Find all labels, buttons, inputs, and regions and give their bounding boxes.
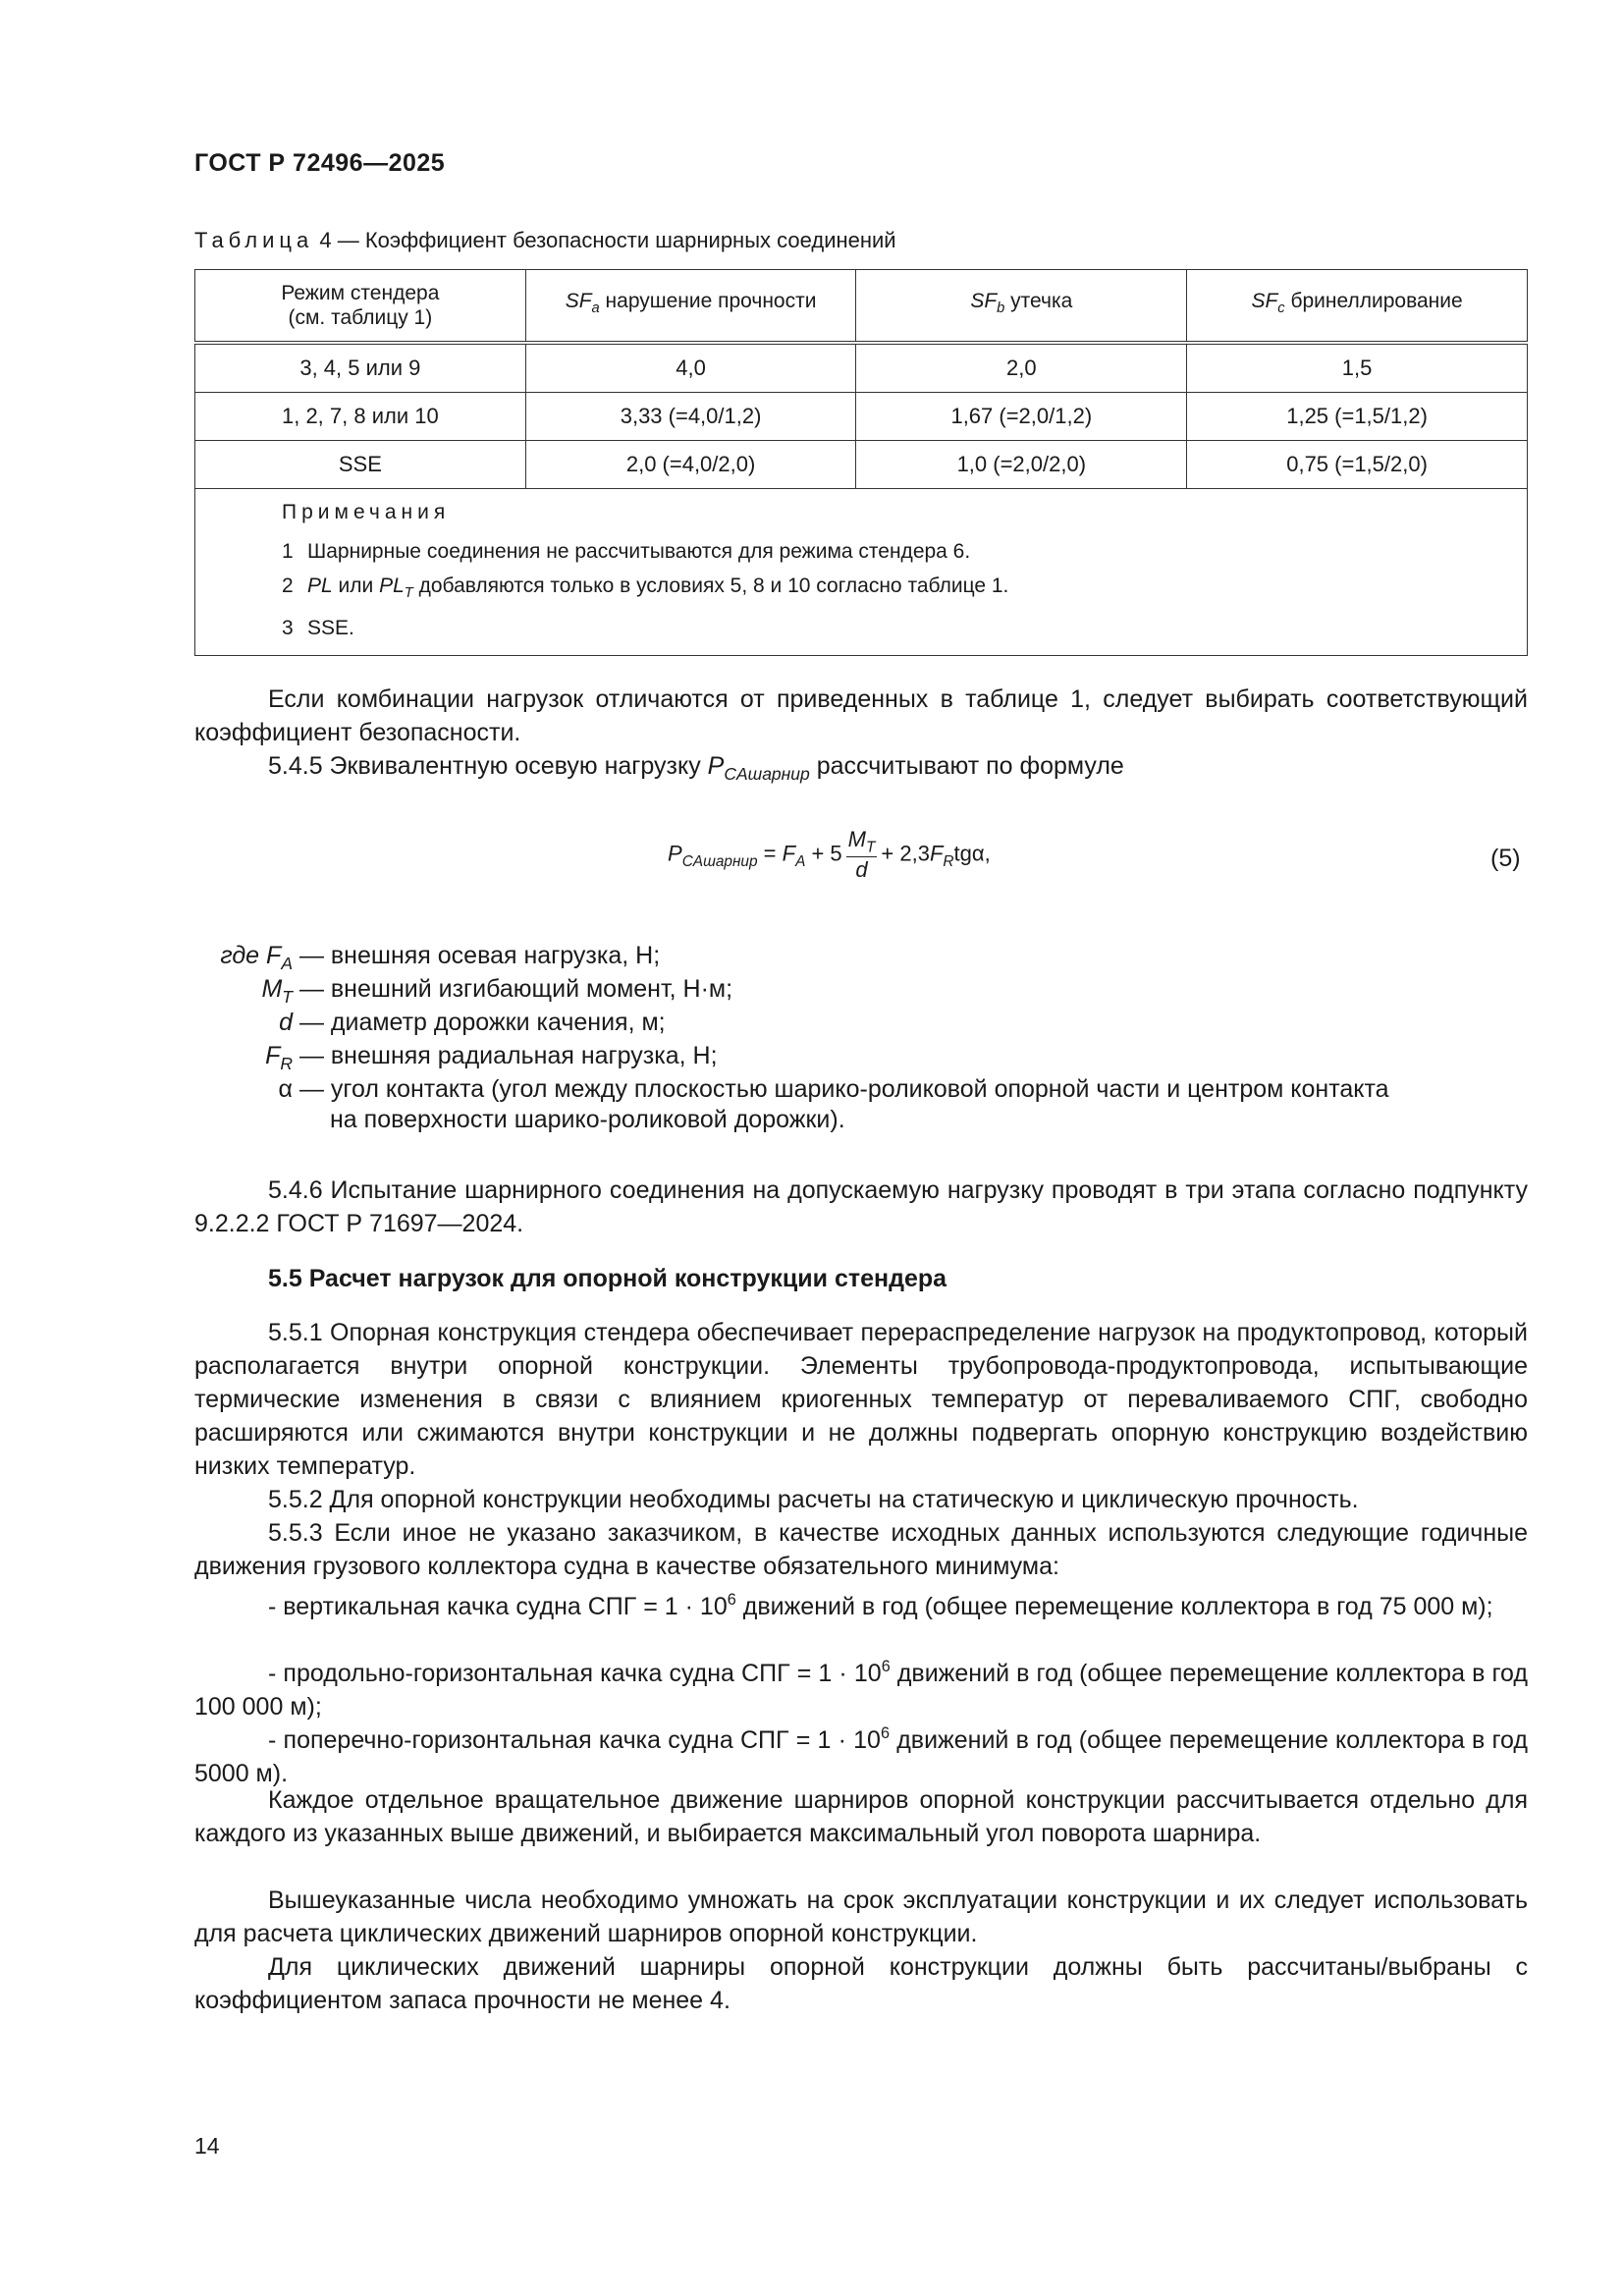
table-notes — [195, 489, 1528, 656]
paragraph-5-4-6: 5.4.6 Испытание шарнирного соединения на допускаемую нагрузку проводят в три этапа согласно подпункту 9.2.2.2 ГОСТ Р 71697—2024. — [194, 1176, 1528, 1237]
column-header-sfa: $SF_a$ нарушение прочности — [525, 270, 856, 344]
table-row — [195, 393, 1528, 441]
table-notes-row — [195, 489, 1528, 656]
paragraph-5-5-3: 5.5.3 Если иное не указано заказчиком, в качестве исходных данных используются следующие годичные движения грузового коллектора судна в качестве обязательного минимума: — [194, 1519, 1528, 1580]
notes-title: Примечания — [282, 501, 451, 523]
table-cell: 1, 2, 7, 8 или 10 — [195, 393, 526, 441]
table-cell: 3, 4, 5 или 9 — [195, 343, 526, 393]
paragraph-5-5-1: 5.5.1 Опорная конструкция стендера обеспечивает перераспределение нагрузок на продуктопровод, который располагается внутри опорной конструкции. Элементы трубопровода-продуктопровода, испытывающие термические изменения в связи с влиянием криогенных температур от переваливаемого СПГ, свободно расширяются или сжимаются внутри конструкции и не должны подвергать опорную конструкцию воздействию низких температур. — [194, 1319, 1528, 1480]
table-cell: 1,25 (=1,5/1,2) — [1187, 393, 1528, 441]
note-2: 2 PL или $PL_T$ добавляются только в условиях 5, 8 и 10 согласно таблице 1. — [282, 574, 1009, 602]
table-cell: 2,0 (=4,0/2,0) — [525, 441, 856, 489]
list-item-vertical: - вертикальная качка судна СПГ = $1 \cdot 10^6$ движений в год (общее перемещение коллектора в год 75 000 м); — [268, 1591, 1493, 1620]
where-item-fr: $F_R$ — внешняя радиальная нагрузка, Н; — [265, 1042, 718, 1074]
where-item-alpha-continued: на поверхности шарико-роликовой дорожки). — [330, 1106, 845, 1133]
paragraph-5-5-2: 5.5.2 Для опорной конструкции необходимы расчеты на статическую и циклическую прочность. — [268, 1486, 1359, 1513]
table-cell: 1,67 (=2,0/1,2) — [856, 393, 1187, 441]
table-cell: 4,0 — [525, 343, 856, 393]
column-header-mode: Режим стендера (см. таблицу 1) — [195, 270, 526, 344]
column-header-sfc: $SF_c$ бринеллирование — [1187, 270, 1528, 344]
table-caption-text: 4 — Коэффициент безопасности шарнирных соединений — [313, 228, 896, 252]
table-row — [195, 343, 1528, 393]
page-number: 14 — [194, 2133, 220, 2159]
where-item-mt: $M_T$ — внешний изгибающий момент, Н·м; — [261, 975, 733, 1008]
table-cell: SSE — [195, 441, 526, 489]
paragraph-5-4-5: 5.4.5 Эквивалентную осевую нагрузку $P_{CAшарнир}$ рассчитывают по формуле — [268, 752, 1124, 785]
list-item-transverse: - поперечно-горизонтальная качка судна СПГ = $1 \cdot 10^6$ движений в год (общее перемещение коллектора в год 5000 м). — [194, 1724, 1528, 1787]
table-caption-label: Таблица — [194, 228, 314, 252]
table-cell: 1,5 — [1187, 343, 1528, 393]
formula-number: (5) — [1490, 845, 1521, 872]
paragraph-lifetime: Вышеуказанные числа необходимо умножать на срок эксплуатации конструкции и их следует использовать для расчета циклических движений шарниров опорной конструкции. — [194, 1886, 1528, 1947]
table-cell: 2,0 — [856, 343, 1187, 393]
table-header-row — [195, 270, 1528, 344]
table-cell: 3,33 (=4,0/1,2) — [525, 393, 856, 441]
table-caption — [194, 228, 896, 253]
table-row — [195, 441, 1528, 489]
where-item-fa: где $F_A$ — внешняя осевая нагрузка, Н; — [220, 942, 661, 974]
paragraph-load-combinations: Если комбинации нагрузок отличаются от приведенных в таблице 1, следует выбирать соответствующий коэффициент безопасности. — [194, 685, 1528, 746]
safety-factor-table — [194, 269, 1528, 656]
table-cell: 0,75 (=1,5/2,0) — [1187, 441, 1528, 489]
paragraph-cyclic: Для циклических движений шарниры опорной конструкции должны быть рассчитаны/выбраны с коэффициентом запаса прочности не менее 4. — [194, 1953, 1528, 2014]
paragraph-rotation: Каждое отдельное вращательное движение шарниров опорной конструкции рассчитывается отдельно для каждого из указанных выше движений, и выбирается максимальный угол поворота шарнира. — [194, 1786, 1528, 1847]
list-item-longitudinal: - продольно-горизонтальная качка судна СПГ = $1 \cdot 10^6$ движений в год (общее перемещение коллектора в год 100 000 м); — [194, 1658, 1528, 1721]
document-id: ГОСТ Р 72496—2025 — [194, 149, 446, 177]
note-1: 1 Шарнирные соединения не рассчитываются для режима стендера 6. — [282, 540, 971, 563]
note-3: 3 SSE. — [282, 617, 354, 640]
where-item-d: d — диаметр дорожки качения, м; — [279, 1009, 666, 1036]
formula-fraction: $\frac{M_T}{d}$ — [847, 827, 876, 883]
section-heading-5-5: 5.5 Расчет нагрузок для опорной конструкции стендера — [268, 1265, 947, 1292]
formula-5: $P_{CAшарнир} = F_A + 5$ $\frac{M_T}{d}$ + $2,3F_Rtg\alpha$, — [668, 827, 991, 883]
column-header-sfb: $SF_b$ утечка — [856, 270, 1187, 344]
table-cell: 1,0 (=2,0/2,0) — [856, 441, 1187, 489]
where-item-alpha: α — угол контакта (угол между плоскостью шарико-роликовой опорной части и центром контакта — [278, 1075, 1389, 1103]
